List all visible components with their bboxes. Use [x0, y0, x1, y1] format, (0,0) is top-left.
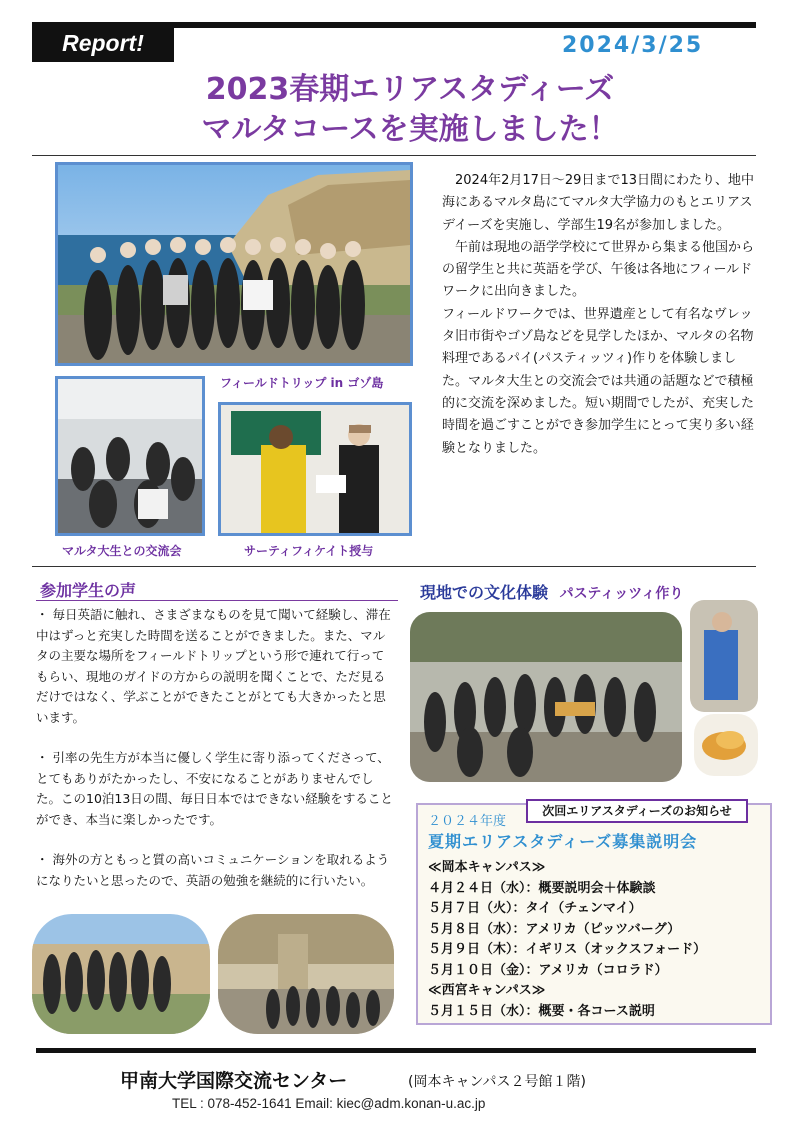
notice-line: ４月２４日（水）：概要説明会＋体験談	[428, 880, 656, 896]
notice-line: ５月１５日（水）：概要・各コース説明	[428, 1003, 655, 1019]
caption-certificate: サーティフィケイト授与	[244, 544, 374, 558]
intro-paragraph-3: フィールドワークでは、世界遺産として有名なヴレッタ旧市街やゴゾ島などを見学したほか、マルタの名物料理であるパイ(パスティッツィ)作りを体験しました。マルタ大生との交流会では共通の話題などで積極的に交流を深めました。短い期間でしたが、充実した時間を過ごすことができ参加学生にとって実り多い経験となりました。	[442, 306, 755, 456]
footer-bar	[36, 1048, 756, 1053]
intro-paragraph-1: 2024年2月17日～29日まで13日間にわたり、地中海にあるマルタ島にてマルタ大学協力のもとエリアスデイーズを実施し、学部生19名が参加しました。	[442, 173, 754, 233]
caption-exchange: マルタ大生との交流会	[62, 544, 182, 558]
culture-heading-text: 現地での文化体験	[420, 583, 549, 602]
report-tag: Report!	[32, 26, 174, 62]
pastizzi-cook-photo	[690, 600, 758, 712]
certificate-photo	[218, 402, 412, 536]
notice-line: ≪岡本キャンパス≫	[428, 860, 546, 875]
voice-item-3: ・ 海外の方ともっと質の高いコミュニケーションを取れるようになりたいと思ったので、英語の勉強を継続的に行いたい。	[36, 852, 390, 888]
title-line-1: 2023春期エリアスタディーズ	[205, 72, 615, 107]
title-divider	[32, 155, 756, 156]
pastizzi-food-photo	[694, 714, 758, 776]
intro-paragraph-2: 午前は現地の語学学校にて世界から集まる他国からの留学生と共に英語を学び、午後は各地にフィールドワークに出向きました。	[442, 239, 755, 300]
group-photo-coast	[32, 914, 210, 1034]
section-divider	[32, 566, 756, 567]
page-title	[150, 70, 670, 150]
notice-line: ５月７日（火）：タイ（チェンマイ）	[428, 901, 642, 916]
notice-line: ５月９日（木）：イギリス（オックスフォード）	[428, 942, 707, 957]
caption-field-trip: フィールドトリップ in ゴゾ島	[220, 376, 384, 390]
culture-heading	[420, 580, 683, 603]
notice-schedule	[428, 858, 766, 1022]
voice-item-2: ・ 引率の先生方が本当に優しく学生に寄り添ってくださって、とてもありがたかったし、不安になることがありませんでした。この10泊13日の間、毎日日本ではできない経験をすることができ、本当に楽しかったです。	[36, 750, 393, 827]
exchange-photo	[55, 376, 205, 536]
title-line-2: マルタコースを実施しました！	[201, 112, 619, 147]
notice-badge: 次回エリアスタディーズのお知らせ	[526, 799, 748, 823]
notice-year: ２０２４年度	[428, 814, 507, 829]
notice-title: 夏期エリアスタディーズ募集説明会	[428, 832, 698, 851]
group-photo-gozo	[55, 162, 413, 366]
voice-item-1: ・ 毎日英語に触れ、さまざまなものを見て聞いて経験し、滞在中はずっと充実した時間を送ることができました。また、マルタの主要な場所をフィールドトリップという形で連れて行ってもらい、現地のガイドの方からの説明を聞くことで、ただ見るだけではなく、学ぶことができたことがとても大きかったと思います。	[36, 607, 391, 725]
group-photo-citadel	[218, 914, 394, 1034]
report-date: 2024/3/25	[562, 33, 704, 58]
footer-org-name: 甲南大学国際交流センター	[120, 1070, 348, 1092]
notice-line: ≪西宮キャンパス≫	[428, 983, 546, 998]
notice-line: ５月８日（水）：アメリカ（ピッツバーグ）	[428, 921, 681, 937]
culture-subheading: パスティッツィ作り	[559, 586, 684, 602]
voices-heading-underline	[36, 600, 398, 601]
voices-heading: 参加学生の声	[40, 581, 137, 600]
footer-location: (岡本キャンパス２号館１階)	[408, 1074, 586, 1090]
intro-text	[442, 170, 754, 460]
pastizzi-group-photo	[410, 612, 682, 782]
notice-line: ５月１０日（金）：アメリカ（コロラド）	[428, 962, 668, 978]
footer-contact: TEL : 078-452-1641 Email: kiec@adm.konan-u.ac.jp	[172, 1096, 486, 1111]
voices-list	[36, 605, 396, 911]
